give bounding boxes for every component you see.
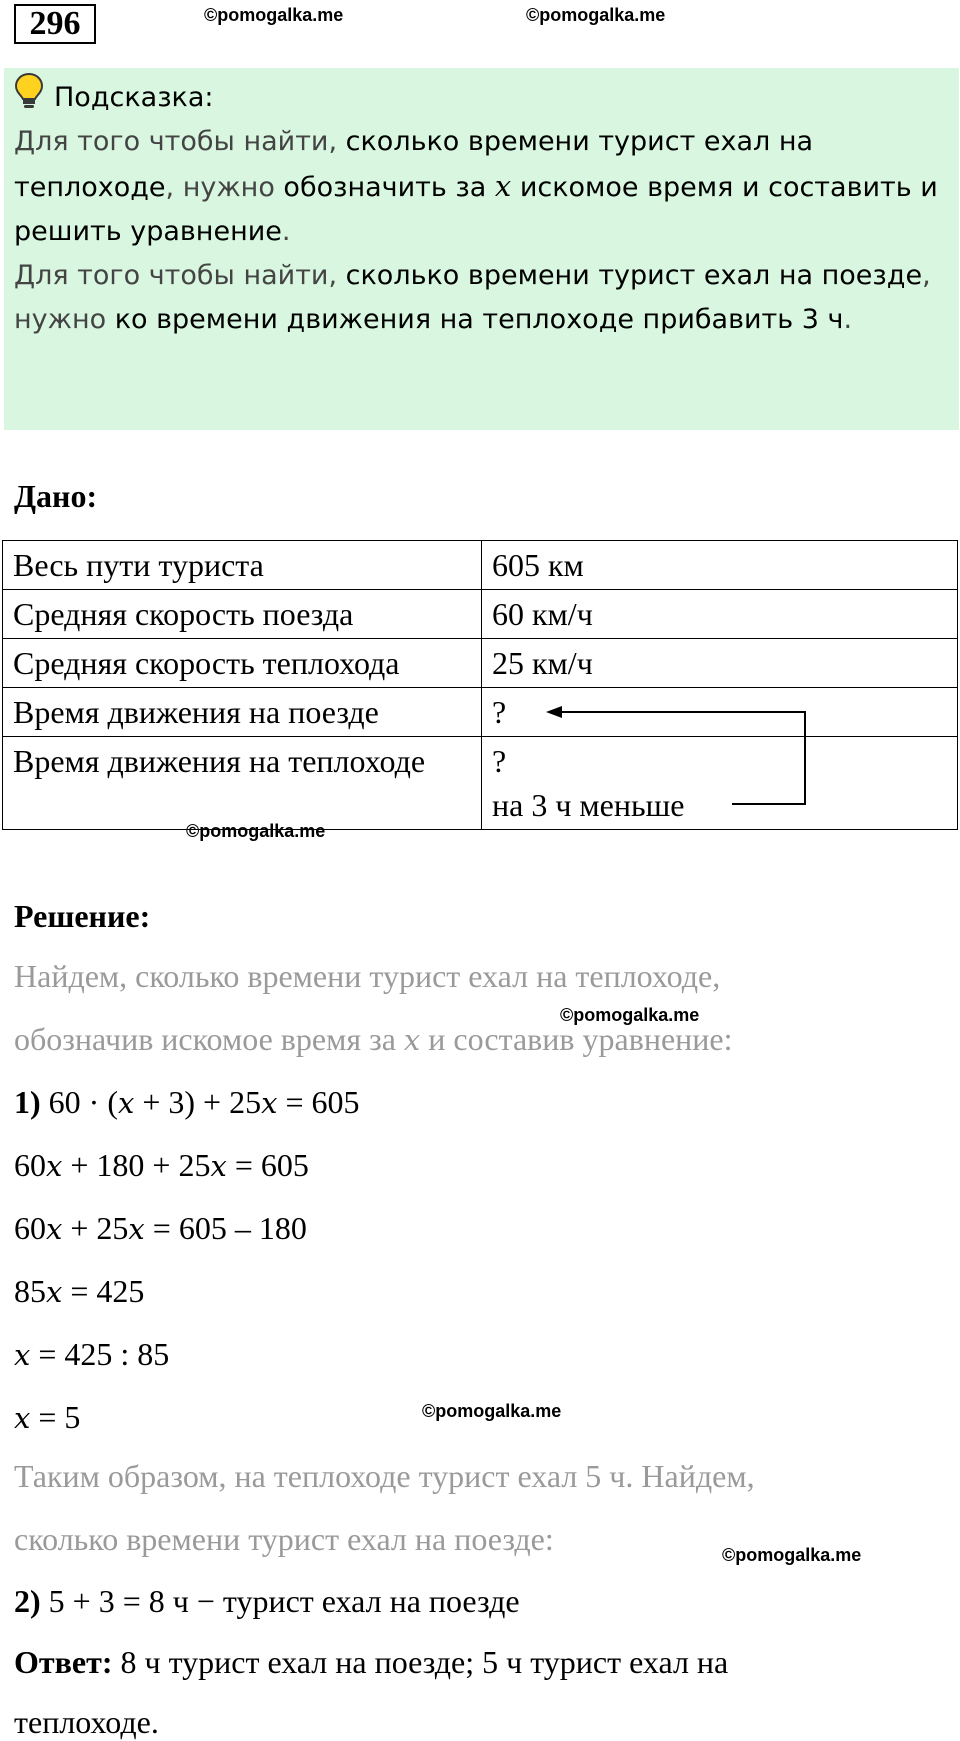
equation-line: 1) 60 · (x + 3) + 25x = 605 <box>14 1084 360 1120</box>
table-cell-value: ? <box>482 688 958 737</box>
equation-line: x = 425 : 85 <box>14 1336 170 1372</box>
hint-paragraph-2: Для того чтобы найти, сколько времени турист ехал на поезде, нужно ко времени движения на теплоходе прибавить 3 ч. <box>14 260 931 335</box>
problem-number: 296 <box>14 4 96 44</box>
solution-middle-line-2: сколько времени турист ехал на поезде: <box>14 1521 554 1557</box>
equation-line: 85x = 425 <box>14 1273 145 1309</box>
solution-intro-line-1: Найдем, сколько времени турист ехал на теплоходе, <box>14 958 721 994</box>
given-heading: Дано: <box>14 478 98 514</box>
equation-line: x = 5 <box>14 1399 81 1435</box>
equation-line: 60x + 25x = 605 – 180 <box>14 1210 307 1246</box>
table-cell-label: Время движения на поезде <box>3 688 482 737</box>
table-cell-label: Средняя скорость поезда <box>3 590 482 639</box>
answer-line-1: Ответ: 8 ч турист ехал на поезде; 5 ч турист ехал на <box>14 1644 729 1680</box>
table-cell-label: Время движения на теплоходе <box>3 737 482 830</box>
watermark: ©pomogalka.me <box>422 1401 562 1421</box>
table-cell-label: Весь пути туриста <box>3 541 482 590</box>
watermark: ©pomogalka.me <box>186 821 326 841</box>
table-cell-value-line: на 3 ч меньше <box>492 787 685 823</box>
table-cell-value-line: ? <box>492 743 507 779</box>
table-cell-value: 60 км/ч <box>482 590 958 639</box>
answer-line-2: теплоходе. <box>14 1704 159 1740</box>
solution-intro-line-2: обозначив искомое время за x и составив уравнение: <box>14 1021 733 1057</box>
hint-paragraph-1: Для того чтобы найти, сколько времени турист ехал на теплоходе, нужно обозначить за x искомое время и составить и решить уравнение. <box>14 126 938 247</box>
watermark: ©pomogalka.me <box>526 5 666 25</box>
step-2-line: 2) 5 + 3 = 8 ч − турист ехал на поезде <box>14 1583 520 1619</box>
table-cell-value: 25 км/ч <box>482 639 958 688</box>
watermark: ©pomogalka.me <box>204 5 344 25</box>
solution-middle-line-1: Таким образом, на теплоходе турист ехал 5 ч. Найдем, <box>14 1458 755 1494</box>
watermark: ©pomogalka.me <box>560 1005 700 1025</box>
hint-title: Подсказка: <box>54 82 214 113</box>
table-cell-value: 605 км <box>482 541 958 590</box>
equation-line: 60x + 180 + 25x = 605 <box>14 1147 309 1183</box>
watermark: ©pomogalka.me <box>722 1545 862 1565</box>
solution-heading: Решение: <box>14 898 151 934</box>
table-cell-label: Средняя скорость теплохода <box>3 639 482 688</box>
